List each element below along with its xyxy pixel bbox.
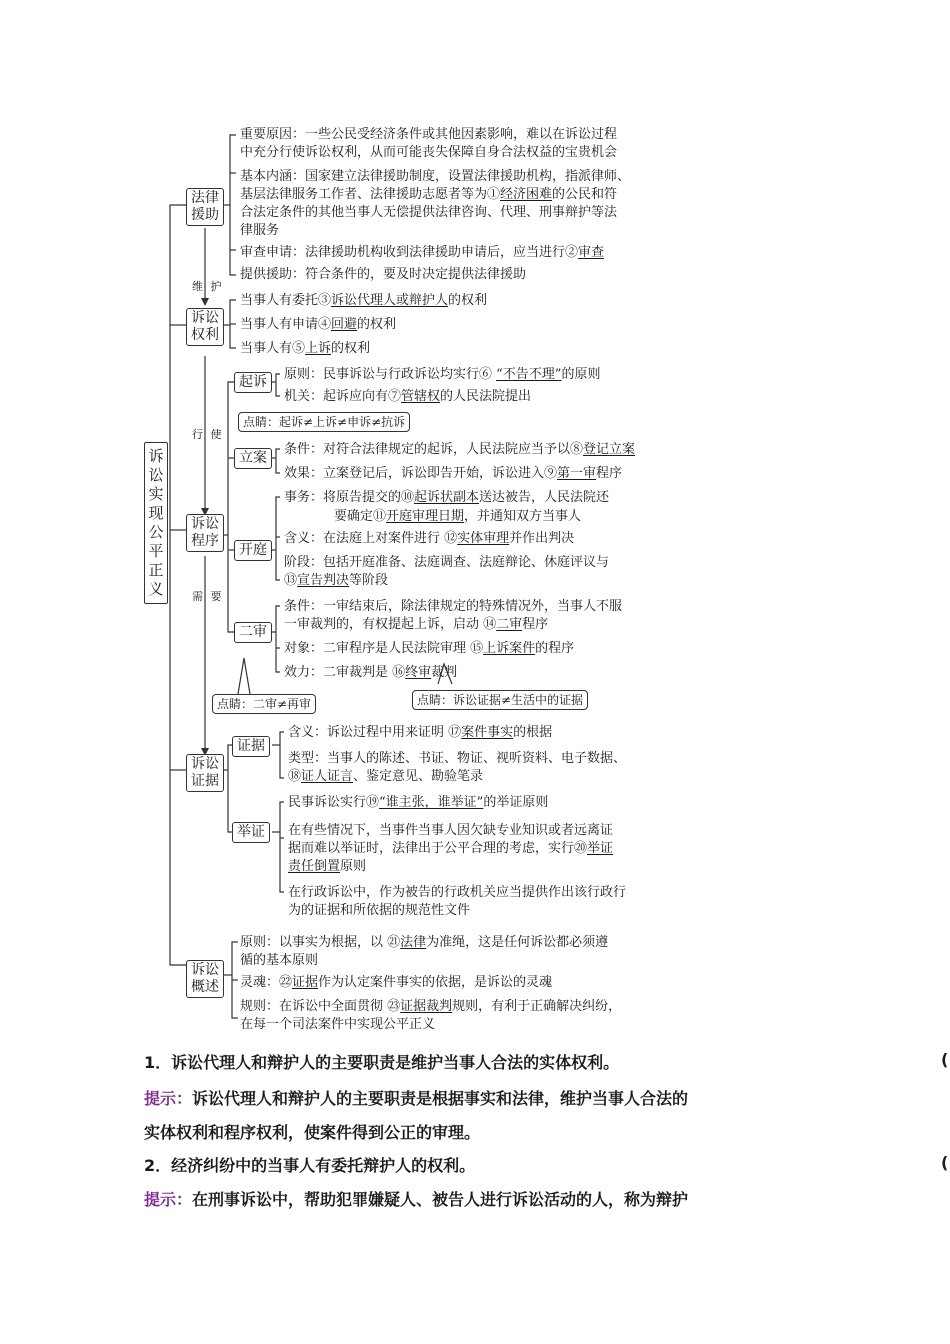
legal-aid-line-6: 律服务 <box>240 223 280 238</box>
burden-label: 举证 <box>237 824 265 840</box>
filing-line-1: 条件：对符合法律规定的起诉，人民法院应当予以⑧登记立案 <box>284 442 636 457</box>
proof-line-1: 含义：诉讼过程中用来证明 ⑰案件事实的根据 <box>288 725 553 740</box>
connector-weihu: 维 护 <box>192 280 224 293</box>
legal-aid-line-4: 基层法律服务工作者、法律援助志愿者等为①经济困难的公民和符 <box>240 187 618 202</box>
trial-line-4: 阶段：包括开庭准备、法庭调查、法庭辩论、休庭评议与 <box>284 555 610 570</box>
question-1: 1．诉讼代理人和辩护人的主要职责是维护当事人合法的实体权利。 <box>144 1053 620 1072</box>
burden-line-4: 责任倒置原则 <box>288 859 367 874</box>
question-2: 2．经济纠纷中的当事人有委托辩护人的权利。 <box>144 1156 476 1175</box>
second-line-3: 对象：二审程序是人民法院审理 ⑮上诉案件的程序 <box>284 641 575 656</box>
rights-line-3: 当事人有⑤上诉的权利 <box>240 341 371 356</box>
hint-1-text-2: 实体权利和程序权利，使案件得到公正的审理。 <box>144 1123 481 1142</box>
burden-line-1: 民事诉讼实行⑲“谁主张，谁举证”的举证原则 <box>288 795 549 810</box>
burden-box <box>232 822 270 843</box>
legal-aid-line-8: 提供援助：符合条件的，要及时决定提供法律援助 <box>240 267 527 282</box>
rights-line-2: 当事人有申请④回避的权利 <box>240 317 397 332</box>
question-1-mark: ( <box>941 1050 949 1069</box>
overview-line-1: 原则：以事实为根据，以 ㉑法律为准绳，这是任何诉讼都必须遵 <box>240 935 609 950</box>
note-sue-distinction: 点睛：起诉≠上诉≠申诉≠抗诉 <box>238 412 410 432</box>
evidence-label: 诉讼证据 <box>191 756 219 789</box>
filing-label: 立案 <box>239 450 267 466</box>
second-trial-label: 二审 <box>239 624 267 640</box>
filing-line-2: 效果：立案登记后，诉讼即告开始，诉讼进入⑨第一审程序 <box>284 466 623 481</box>
note-second-vs-retrial: 点睛：二审≠再审 <box>212 694 316 714</box>
second-line-1: 条件：一审结束后，除法律规定的特殊情况外，当事人不服 <box>284 599 623 614</box>
overview-box <box>186 960 224 998</box>
second-trial-box <box>234 622 272 643</box>
trial-box <box>234 540 272 561</box>
question-2-mark: ( <box>941 1153 949 1172</box>
legal-aid-line-1: 重要原因：一些公民受经济条件或其他因素影响，难以在诉讼过程 <box>240 127 618 142</box>
overview-line-4: 规则：在诉讼中全面贯彻 ㉓证据裁判规则，有利于正确解决纠纷， <box>240 999 622 1014</box>
trial-line-2: 要确定⑪开庭审理日期，并通知双方当事人 <box>334 509 582 524</box>
sue-box <box>234 372 272 393</box>
hint-2-text-1: 在刑事诉讼中，帮助犯罪嫌疑人、被告人进行诉讼活动的人，称为辩护 <box>192 1190 689 1209</box>
legal-aid-line-3: 基本内涵：国家建立法律援助制度，设置法律援助机构，指派律师、 <box>240 169 631 184</box>
overview-line-2: 循的基本原则 <box>240 953 319 968</box>
sue-label: 起诉 <box>239 374 267 390</box>
connector-xingshi: 行 使 <box>192 428 224 441</box>
overview-line-5: 在每一个司法案件中实现公平正义 <box>240 1017 436 1032</box>
hint-1-label: 提示： <box>144 1089 193 1108</box>
proof-label: 证据 <box>237 738 265 754</box>
second-line-2: 一审裁判的，有权提起上诉，启动 ⑭二审程序 <box>284 617 549 632</box>
overview-line-3: 灵魂：㉒证据作为认定案件事实的依据，是诉讼的灵魂 <box>240 975 553 990</box>
procedure-label: 诉讼程序 <box>191 516 219 549</box>
proof-box <box>232 736 270 757</box>
procedure-box <box>186 514 224 552</box>
hint-2-line-1 <box>144 1187 688 1210</box>
second-line-4: 效力：二审裁判是 ⑯终审裁判 <box>284 665 458 680</box>
trial-line-3: 含义：在法庭上对案件进行 ⑫实体审理并作出判决 <box>284 531 575 546</box>
filing-box <box>234 448 272 469</box>
hint-2-label: 提示： <box>144 1190 193 1209</box>
rights-box <box>186 308 224 346</box>
trial-label: 开庭 <box>239 542 267 558</box>
proof-line-2: 类型：当事人的陈述、书证、物证、视听资料、电子数据、 <box>288 751 627 766</box>
burden-line-2: 在有些情况下，当事件当事人因欠缺专业知识或者远离证 <box>288 823 614 838</box>
legal-aid-box <box>186 188 224 226</box>
overview-label: 诉讼概述 <box>191 962 219 995</box>
evidence-box <box>186 754 224 792</box>
burden-line-3: 据而难以举证时，法律出于公平合理的考虑，实行⑳举证 <box>288 841 614 856</box>
hint-1-line-1 <box>144 1086 688 1109</box>
sue-line-2: 机关：起诉应向有⑦管辖权的人民法院提出 <box>284 389 532 404</box>
hint-1-text-1: 诉讼代理人和辩护人的主要职责是根据事实和法律，维护当事人合法的 <box>192 1089 689 1108</box>
legal-aid-label: 法律援助 <box>191 190 219 223</box>
trial-line-5: ⑬宣告判决等阶段 <box>284 573 389 588</box>
trial-line-1: 事务：将原告提交的⑩起诉状副本送达被告，人民法院还 <box>284 490 610 505</box>
burden-line-6: 为的证据和所依据的规范性文件 <box>288 903 471 918</box>
rights-line-1: 当事人有委托③诉讼代理人或辩护人的权利 <box>240 293 488 308</box>
burden-line-5: 在行政诉讼中，作为被告的行政机关应当提供作出该行政行 <box>288 885 627 900</box>
legal-aid-line-7: 审查申请：法律援助机构收到法律援助申请后，应当进行②审查 <box>240 245 605 260</box>
legal-aid-line-2: 中充分行使诉讼权利，从而可能丧失保障自身合法权益的宝贵机会 <box>240 145 618 160</box>
sue-line-1: 原则：民事诉讼与行政诉讼均实行⑥ “不告不理”的原则 <box>284 367 601 382</box>
connector-xuyao: 需 要 <box>192 590 224 603</box>
root-topic-label: 诉讼实现公平正义 <box>148 447 164 598</box>
rights-label: 诉讼权利 <box>191 310 219 343</box>
legal-aid-line-5: 合法定条件的其他当事人无偿提供法律咨询、代理、刑事辩护等法 <box>240 205 618 220</box>
root-topic-box <box>144 442 168 604</box>
note-evidence-distinction: 点睛：诉讼证据≠生活中的证据 <box>412 690 588 710</box>
proof-line-3: ⑱证人证言、鉴定意见、勘验笔录 <box>288 769 484 784</box>
